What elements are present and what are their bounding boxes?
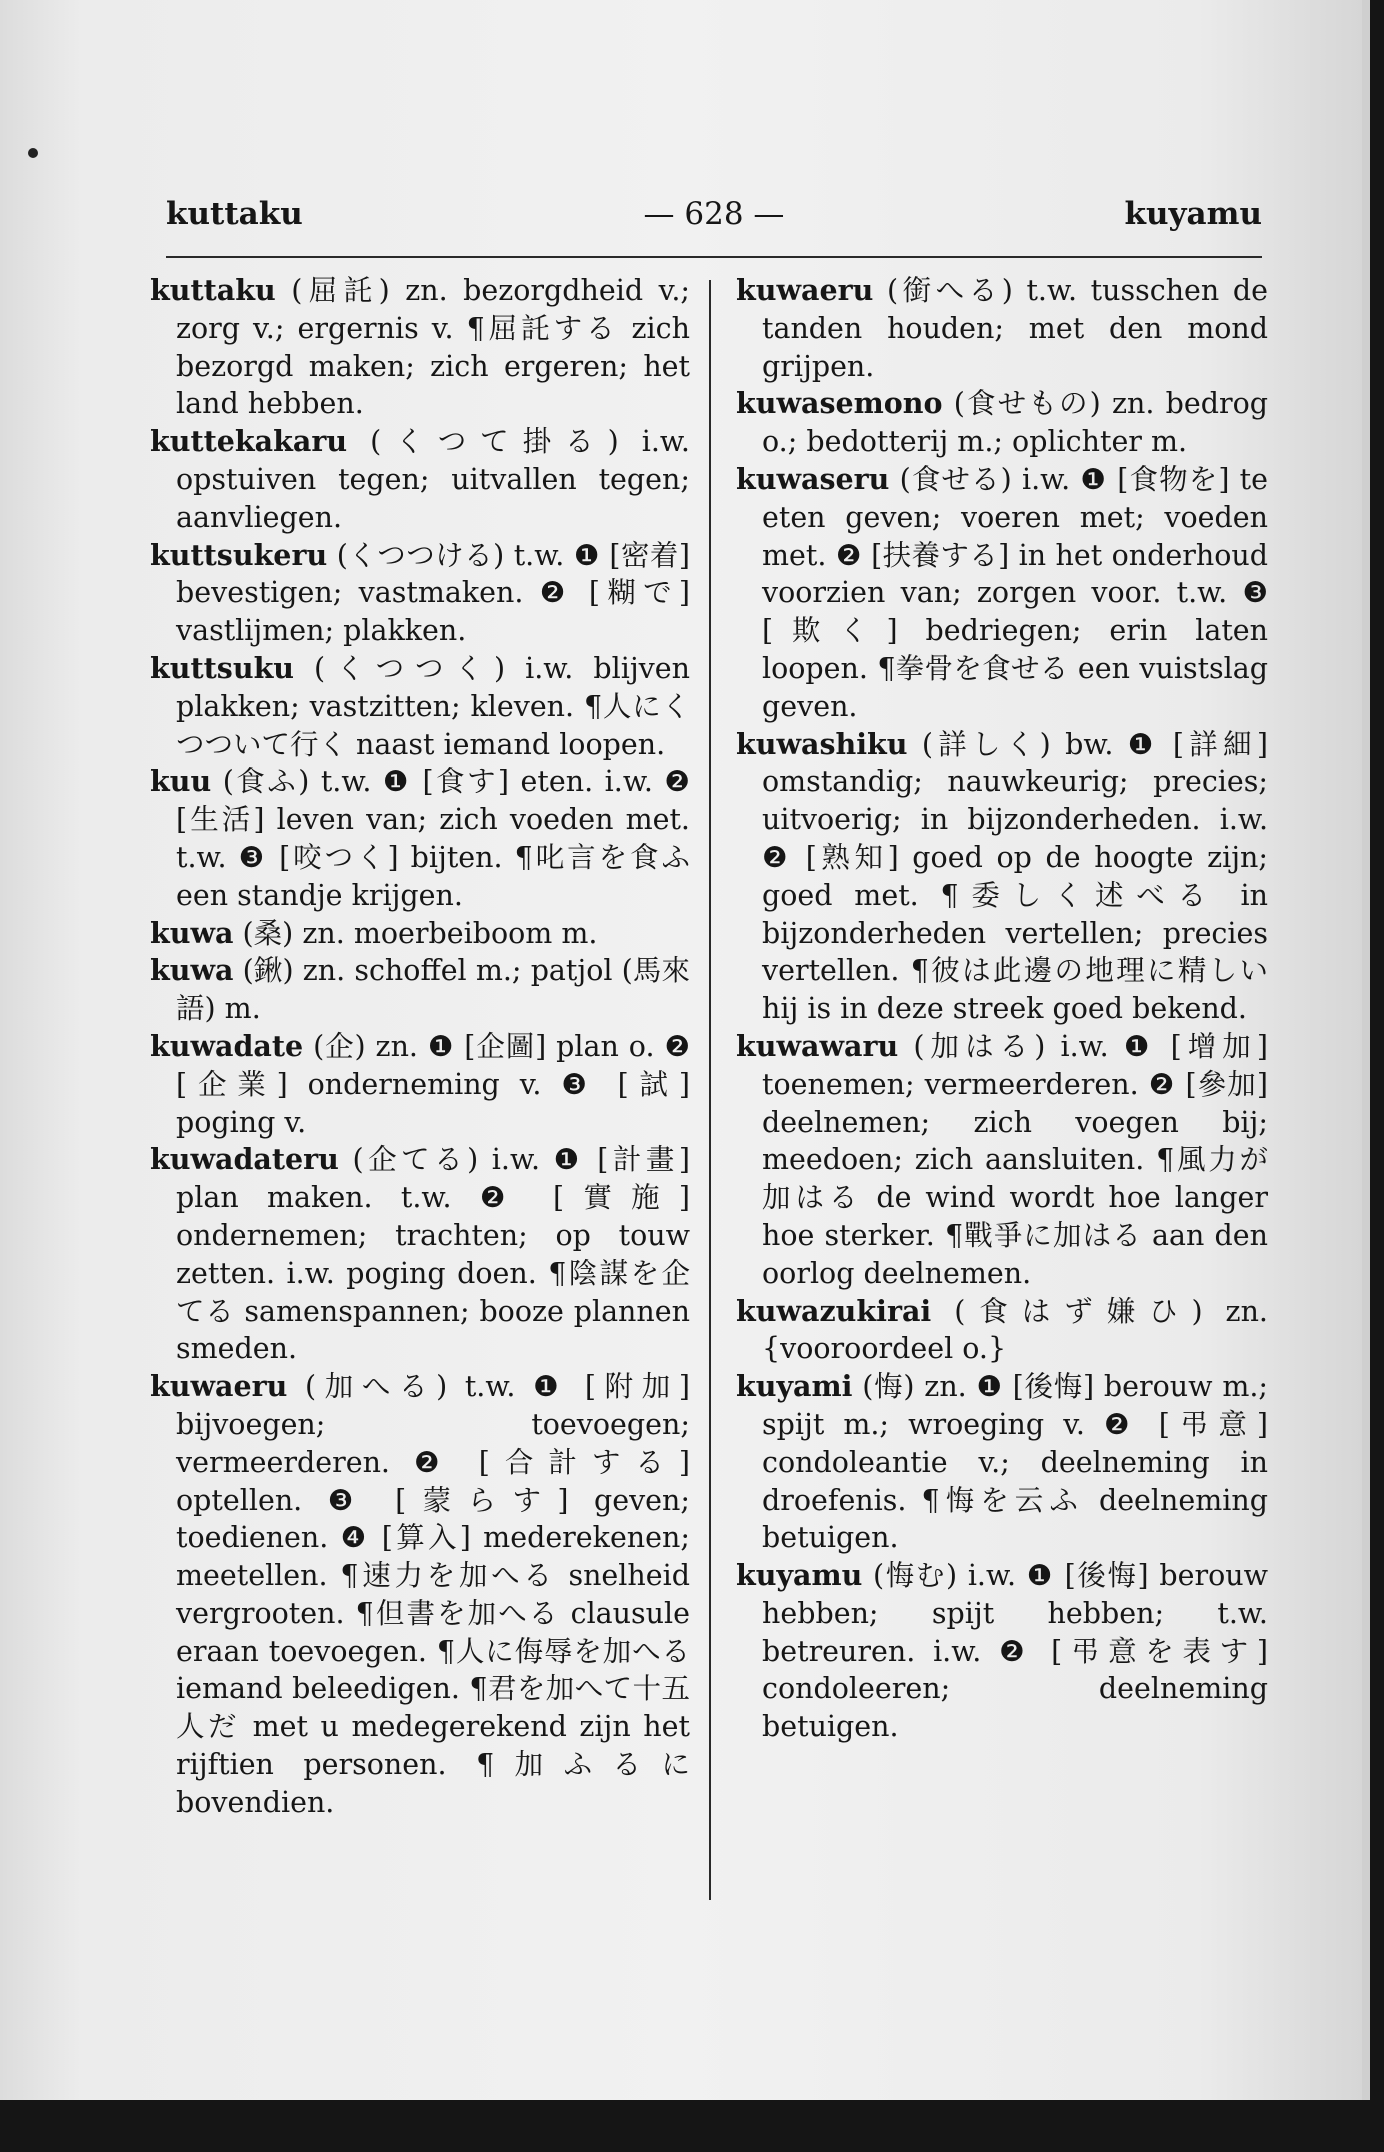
dictionary-entry [150, 423, 690, 536]
entry-definition: (食せもの) zn. bedrog o.; bedotterij m.; oplichter m. [762, 387, 1268, 459]
entry-headword: kuwashiku [736, 726, 908, 761]
entry-definition: (鍬) zn. schoffel m.; patjol (馬來語) m. [176, 954, 690, 1026]
entry-definition: (加はる) i.w. ❶ [增加] toenemen; vermeerderen. ❷ [參加] deelnemen; zich voegen bij; meedoen; zich aansluiten. ¶風力が加はる de wind wordt hoe langer hoe sterker. ¶戰爭に加はる aan den oorlog deelnemen. [762, 1029, 1268, 1290]
entry-headword: kuwawaru [736, 1028, 899, 1063]
entry-headword: kuu [150, 764, 212, 799]
dictionary-entry [736, 461, 1268, 726]
dictionary-entry [736, 726, 1268, 1028]
entry-headword: kuyamu [736, 1558, 863, 1593]
guideword-left: kuttaku [166, 196, 303, 232]
entry-definition: (桑) zn. moerbeiboom m. [233, 916, 598, 950]
entry-headword: kuttaku [150, 273, 276, 307]
entry-definition: (悔む) i.w. ❶ [後悔] berouw hebben; spijt hebben; t.w. betreuren. i.w. ❷ [弔意を表す] condoleeren; deelneming betuigen. [762, 1559, 1268, 1744]
entry-definition: (銜へる) t.w. tusschen de tanden houden; met den mond grijpen. [762, 274, 1268, 383]
dictionary-entry [736, 1557, 1268, 1746]
entry-definition: (屈託) zn. bezorgdheid v.; zorg v.; ergernis v. ¶屈託する zich bezorgd maken; zich ergeren; het land hebben. [176, 274, 690, 421]
guideword-right: kuyamu [1124, 196, 1262, 232]
header-rule [166, 256, 1262, 258]
entry-headword: kuwadateru [150, 1142, 339, 1177]
entry-headword: kuwaeru [736, 273, 874, 307]
entry-headword: kuttsukeru [150, 537, 328, 572]
entry-headword: kuwazukirai [736, 1293, 932, 1328]
dictionary-entry [150, 1028, 690, 1141]
entry-headword: kuwa [150, 915, 234, 950]
dictionary-entry [150, 952, 690, 1028]
dictionary-entry [736, 1293, 1268, 1369]
entry-definition: (企) zn. ❶ [企圖] plan o. ❷ [企業] onderneming v. ❸ [試] poging v. [176, 1029, 690, 1139]
running-head [166, 196, 1262, 240]
entry-definition: (企てる) i.w. ❶ [計畫] plan maken. t.w. ❷ [實施] ondernemen; trachten; op touw zetten. i.w. poging doen. ¶陰謀を企てる samenspannen; booze plannen smeden. [176, 1143, 690, 1366]
entry-headword: kuyami [736, 1369, 853, 1404]
dictionary-entry [150, 915, 690, 953]
dictionary-entry [150, 763, 690, 914]
entry-definition: (食ふ) t.w. ❶ [食す] eten. i.w. ❷ [生活] leven van; zich voeden met. t.w. ❸ [咬つく] bijten. ¶叱言を食ふ een standje krijgen. [176, 765, 690, 912]
dictionary-entry [150, 272, 690, 423]
entry-headword: kuttekakaru [150, 424, 348, 459]
left-column [150, 272, 690, 1822]
dictionary-entry [150, 1141, 690, 1368]
column-divider [709, 280, 711, 1900]
entry-headword: kuwadate [150, 1028, 304, 1063]
entry-headword: kuwa [150, 953, 234, 988]
entry-headword: kuttsuku [150, 650, 295, 685]
page-number: — 628 — [643, 196, 785, 232]
right-column [736, 272, 1268, 1746]
entry-definition: (くつつく) i.w. blijven plakken; vastzitten; kleven. ¶人にくつついて行く naast iemand loopen. [176, 651, 690, 761]
entry-headword: kuwaseru [736, 461, 890, 496]
entry-definition: (加へる) t.w. ❶ [附加] bijvoegen; toevoegen; vermeerderen. ❷ [合計する] optellen. ❸ [蒙らす] geven; toedienen. ❹ [算入] mederekenen; meetellen. ¶速力を加へる snelheid vergrooten. ¶但書を加へる clausule eraan toevoegen. ¶人に侮辱を加へる iemand beleedigen. ¶君を加へて十五人だ met u medegerekend zijn het rijftien personen. ¶加ふるに bovendien. [176, 1370, 690, 1819]
dictionary-entry [736, 385, 1268, 461]
entry-definition: (悔) zn. ❶ [後悔] berouw m.; spijt m.; wroeging v. ❷ [弔意] condoleantie v.; deelneming in droefenis. ¶悔を云ふ deelneming betuigen. [762, 1370, 1268, 1555]
entry-definition: (食はず嫌ひ) zn. {vooroordeel o.} [762, 1294, 1268, 1366]
entry-headword: kuwaeru [150, 1369, 288, 1404]
dictionary-entry [736, 1028, 1268, 1293]
entry-headword: kuwasemono [736, 386, 943, 421]
dictionary-entry [150, 1368, 690, 1822]
dictionary-entry [736, 272, 1268, 385]
entry-definition: (食せる) i.w. ❶ [食物を] te eten geven; voeren met; voeden met. ❷ [扶養する] in het onderhoud voorzien van; zorgen voor. t.w. ❸ [欺く] bedriegen; erin laten loopen. ¶拳骨を食せる een vuistslag geven. [762, 462, 1268, 723]
dictionary-entry [150, 650, 690, 763]
dictionary-entry [736, 1368, 1268, 1557]
entry-definition: (詳しく) bw. ❶ [詳細] omstandig; nauwkeurig; precies; uitvoerig; in bijzonderheden. i.w. ❷ [熟知] goed op de hoogte zijn; goed met. ¶委しく述べる in bijzonderheden vertellen; precies vertellen. ¶彼は此邊の地理に精しい hij is in deze streek goed bekend. [762, 727, 1268, 1026]
entry-definition: (くつつける) t.w. ❶ [密着] bevestigen; vastmaken. ❷ [糊で] vastlijmen; plakken. [176, 538, 690, 648]
margin-dot [28, 148, 38, 158]
entry-definition: (くつて掛る) i.w. opstuiven tegen; uitvallen tegen; aanvliegen. [176, 425, 690, 534]
dictionary-entry [150, 537, 690, 650]
